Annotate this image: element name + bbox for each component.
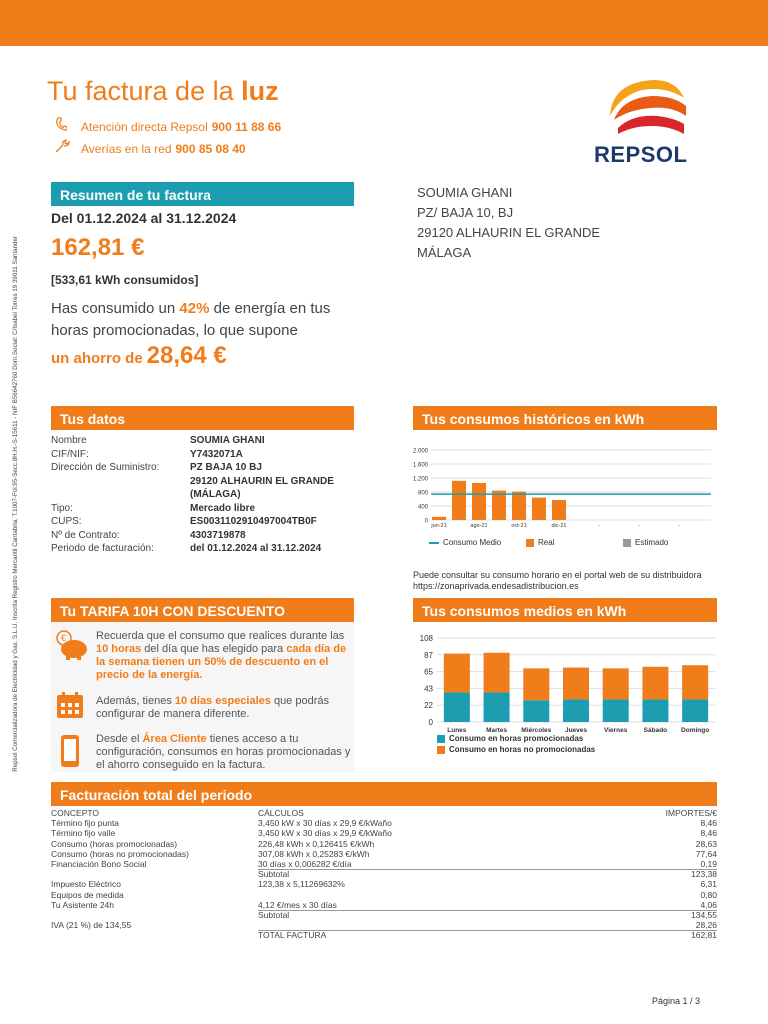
datos-key: Nombre (51, 435, 87, 446)
billing-cell: 134,55 (691, 909, 717, 920)
billing-cell: Consumo (horas promocionadas) (51, 838, 178, 849)
med-ytick: 22 (424, 701, 433, 711)
hist-xtick: ago-21 (470, 523, 488, 529)
billing-cell: 226,48 kWh x 0,126415 €/kWh (258, 838, 375, 849)
med-ytick: 0 (428, 718, 433, 727)
billing-cell: Término fijo valle (51, 828, 116, 839)
hist-ytick: 1.600 (412, 462, 428, 469)
datos-value: SOUMIA GHANI (190, 435, 265, 446)
historic-consumption-chart (405, 444, 717, 534)
billing-row (51, 849, 717, 859)
billing-row (51, 900, 717, 910)
contact-averias: Averías en la red 900 85 08 40 (55, 139, 246, 156)
hist-xtick: - (678, 523, 680, 529)
billing-cell: Consumo (horas no promocionadas) (51, 848, 189, 859)
tarifa-text-3: Desde el Área Cliente tienes acceso a tu configuración, consumos en horas promocionadas y el ahorro conseguido en la factura. (96, 733, 351, 771)
billing-row (51, 869, 717, 879)
billing-row (51, 818, 717, 828)
hist-xtick: dic-21 (551, 523, 567, 529)
hist-bar (432, 517, 446, 520)
billing-cell: 4,06 (700, 899, 717, 910)
hist-bar (472, 483, 486, 520)
billing-row (51, 828, 717, 838)
average-consumption-chart (413, 632, 717, 738)
billing-cell: 28,26 (695, 920, 717, 931)
tarifa-header: Tu TARIFA 10H CON DESCUENTO (51, 598, 354, 622)
hist-note: Puede consultar su consumo horario en el portal web de su distribuidora https://zonaprivada.endesadistribucion.es (413, 570, 702, 591)
hist-bar (512, 492, 526, 520)
med-ytick: 87 (424, 650, 433, 660)
hist-bar (532, 498, 546, 520)
datos-value: ES0031102910497004TB0F (190, 516, 317, 527)
billing-cell: 0,80 (700, 889, 717, 900)
med-xtick: Jueves (564, 727, 588, 734)
med-bar-promocionadas (682, 699, 708, 722)
subtotal-rule (258, 910, 717, 911)
billing-cell: Equipos de medida (51, 889, 124, 900)
billing-cell: Impuesto Eléctrico (51, 879, 121, 890)
billing-cell: Subtotal (258, 869, 290, 880)
med-bar-promocionadas (642, 699, 668, 722)
billing-cell: Término fijo punta (51, 818, 120, 829)
kwh-consumed: [533,61 kWh consumidos] (51, 273, 199, 287)
medios-header: Tus consumos medios en kWh (413, 598, 717, 622)
billing-cell: 77,64 (695, 848, 717, 859)
med-xtick: Viernes (604, 727, 628, 734)
hist-xtick: - (598, 523, 600, 529)
billing-cell: 6,31 (700, 879, 717, 890)
billing-cell: 162,81 (691, 930, 717, 941)
billing-cell: 3,450 kW x 30 días x 29,9 €/kWaño (258, 818, 392, 829)
billing-cell: Subtotal (258, 909, 290, 920)
med-xtick: Domingo (681, 727, 710, 734)
billing-cell: 0,19 (700, 858, 717, 869)
med-ytick: 108 (419, 634, 433, 643)
med-xtick: Miércoles (521, 727, 552, 734)
hist-bar (552, 500, 566, 520)
med-bar-promocionadas (444, 692, 470, 722)
datos-value: PZ BAJA 10 BJ (190, 462, 262, 473)
billing-cell: 28,63 (695, 838, 717, 849)
med-xtick: Sábado (643, 727, 668, 734)
billing-cell: 3,450 kW x 30 días x 29,9 €/kWaño (258, 828, 392, 839)
billing-table (51, 808, 717, 940)
hist-ytick: 0 (424, 518, 428, 525)
datos-value: 4303719878 (190, 529, 246, 541)
med-bar-promocionadas (603, 699, 629, 722)
billing-cell: Financiación Bono Social (51, 858, 147, 869)
datos-key: Periodo de facturación: (51, 543, 154, 554)
billing-cell: 4,12 €/mes x 30 días (258, 899, 337, 910)
billing-cell: 8,46 (700, 818, 717, 829)
billing-cell: TOTAL FACTURA (258, 930, 327, 941)
hist-header: Tus consumos históricos en kWh (413, 406, 717, 430)
customer-address: SOUMIA GHANI PZ/ BAJA 10, BJ 29120 ALHAURIN EL GRANDE MÁLAGA (417, 185, 601, 260)
billing-cell: 30 días x 0,006282 €/día (258, 858, 352, 869)
med-xtick: Martes (486, 727, 508, 734)
datos-key: CIF/NIF: (51, 448, 89, 460)
billing-cell: Tu Asistente 24h (51, 899, 115, 910)
tarifa-text-1: Recuerda que el consumo que realices durante las 10 horas del día que has elegido para cada día de la semana tienen un 50% de descuento en el precio de la energía. (96, 630, 347, 681)
invoice-period: Del 01.12.2024 al 31.12.2024 (51, 210, 237, 226)
hist-legend-medio: Consumo Medio (429, 538, 501, 547)
hist-legend-real: Real (526, 538, 554, 547)
billing-row (51, 890, 717, 900)
piggy-bank-icon (55, 630, 87, 662)
hist-xtick: - (638, 523, 640, 529)
billing-row (51, 930, 717, 940)
page-title: Tu factura de la luz (47, 76, 279, 106)
datos-key: Tipo: (51, 502, 73, 514)
svg-text:€: € (61, 633, 67, 643)
hist-bar (492, 491, 506, 520)
billing-row (51, 839, 717, 849)
tarifa-text-2: Además, tienes 10 días especiales que podrás configurar de manera diferente. (96, 695, 329, 720)
med-ytick: 43 (424, 684, 433, 694)
med-ytick: 65 (424, 667, 433, 677)
datos-key: Dirección de Suministro: (51, 462, 160, 473)
datos-value: del 01.12.2024 al 31.12.2024 (190, 543, 322, 554)
savings-line: un ahorro de 28,64 € (51, 342, 227, 369)
med-bar-promocionadas (484, 692, 510, 722)
med-bar-no-promocionadas (484, 653, 510, 693)
med-bar-promocionadas (523, 700, 549, 722)
hist-ytick: 400 (417, 504, 428, 511)
wrench-icon (55, 139, 73, 156)
calendar-icon (55, 690, 87, 722)
datos-key: Nº de Contrato: (51, 529, 120, 541)
billing-cell: IVA (21 %) de 134,55 (51, 920, 132, 931)
med-bar-promocionadas (563, 699, 589, 722)
page-number: Página 1 / 3 (652, 996, 701, 1006)
repsol-wordmark: REPSOL (594, 142, 688, 167)
med-bar-no-promocionadas (682, 665, 708, 699)
datos-value: Y7432071A (190, 448, 243, 460)
subtotal-rule (258, 869, 717, 870)
summary-header: Resumen de tu factura (51, 182, 354, 206)
billing-row (51, 920, 717, 930)
top-banner (0, 0, 768, 46)
med-bar-no-promocionadas (444, 654, 470, 693)
billing-cell: 123,38 x 5,11269632% (258, 879, 345, 890)
datos-value: Mercado libre (190, 502, 256, 514)
med-xtick: Lunes (447, 727, 467, 734)
billing-row (51, 910, 717, 920)
hist-bar (452, 481, 466, 520)
med-bar-no-promocionadas (642, 667, 668, 700)
med-bar-no-promocionadas (563, 668, 589, 700)
billing-cell: 307,08 kWh x 0,25283 €/kWh (258, 848, 370, 859)
subtotal-rule (258, 930, 717, 931)
hist-legend-estimado: Estimado (623, 538, 668, 547)
hist-ytick: 800 (417, 490, 428, 497)
distribuidora-link[interactable]: https://zonaprivada.endesadistribucion.es (413, 581, 579, 591)
med-legend-prom: Consumo en horas promocionadas (437, 734, 583, 743)
phone-averias-link[interactable]: 900 85 08 40 (175, 142, 246, 156)
med-bar-no-promocionadas (523, 668, 549, 700)
med-legend-noprom: Consumo en horas no promocionadas (437, 745, 595, 754)
billing-header: Facturación total del periodo (51, 782, 717, 806)
datos-key: CUPS: (51, 516, 82, 527)
billing-cell: 123,38 (691, 869, 717, 880)
datos-value: 29120 ALHAURIN EL GRANDE (190, 475, 334, 487)
billing-cell: 8,46 (700, 828, 717, 839)
datos-header: Tus datos (51, 406, 354, 430)
billing-row (51, 879, 717, 889)
med-bar-no-promocionadas (603, 668, 629, 699)
contact-atencion: Atención directa Repsol 900 11 88 66 (55, 117, 281, 134)
phone-icon (55, 117, 73, 134)
hist-xtick: oct-21 (511, 523, 527, 529)
summary-text: Has consumido un 42% de energía en tus horas promocionadas, lo que supone (51, 300, 331, 339)
hist-xtick: jun-21 (431, 523, 447, 529)
mobile-phone-icon (55, 734, 87, 766)
hist-ytick: 2.000 (412, 448, 428, 455)
datos-value: (MÁLAGA) (190, 489, 241, 500)
invoice-amount: 162,81 € (51, 234, 145, 261)
billing-row (51, 859, 717, 869)
phone-atencion-link[interactable]: 900 11 88 66 (211, 120, 282, 134)
billing-header-row: CONCEPTO CÁLCULOS IMPORTES/€ (51, 808, 717, 818)
legal-side-text: Repsol Comercializadora de Electricidad y Gas, S.L.U. Inscrita Registro Mercantil Cantabria, T.1007-Fol.95-Secc.8H.H.-S-15611 - NIF B56642760 Dom.Social: C/Isabel Torres 19 39011 Santander (12, 236, 19, 772)
hist-ytick: 1.200 (412, 476, 428, 483)
